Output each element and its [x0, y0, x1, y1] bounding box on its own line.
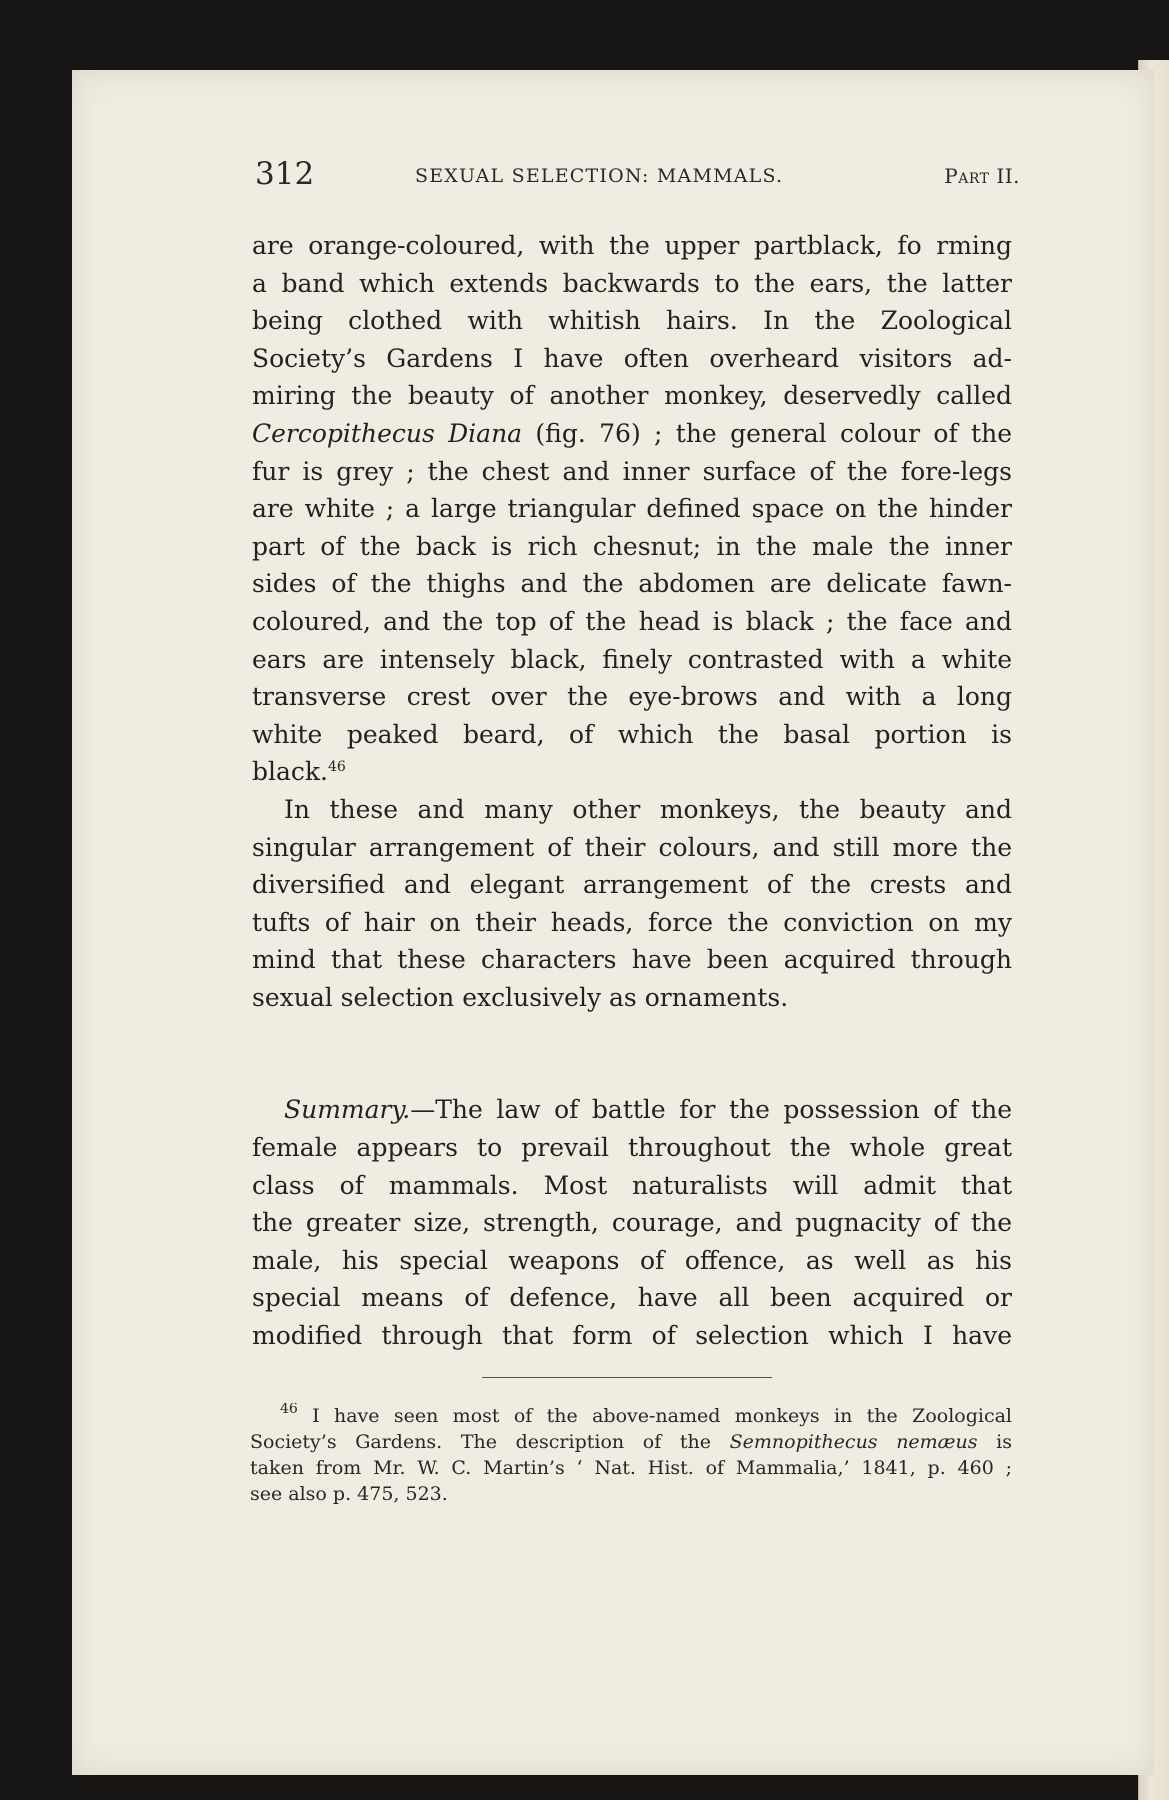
paragraph-cercopithecus — [252, 227, 1012, 791]
text-line: diversified and elegant arrangement of the crests and — [252, 870, 1012, 900]
text-line: part of the back is rich chesnut; in the male the inner — [252, 531, 1012, 561]
footnote-line — [250, 1429, 1012, 1455]
species-name: Semnopithecus nemæus — [729, 1431, 978, 1453]
text-run: I have seen most of the above-named monkeys in the Zoological — [297, 1405, 1012, 1427]
section-spacer — [252, 1016, 1012, 1091]
running-title: SEXUAL SELECTION: MAMMALS. — [415, 165, 784, 187]
running-header — [255, 156, 1020, 196]
species-name: Cercopithecus Diana — [252, 418, 523, 448]
text-line: transverse crest over the eye-brows and with a long — [252, 682, 1012, 712]
text-run: —The law of battle for the possession of the — [410, 1095, 1012, 1125]
text-line: sexual selection exclusively as ornaments. — [252, 982, 789, 1012]
text-line: Society’s Gardens I have often overheard visitors ad- — [252, 343, 1012, 373]
text-line — [252, 753, 1012, 791]
text-run: is — [977, 1431, 1012, 1453]
text-line: miring the beauty of another monkey, deservedly called — [252, 381, 1012, 411]
text-line: mind that these characters have been acquired through — [252, 945, 1012, 975]
text-line: modified through that form of selection which I have — [252, 1321, 1012, 1351]
text-line: ears are intensely black, finely contrasted with a white — [252, 644, 1012, 674]
text-line — [252, 1091, 1012, 1129]
footnote — [250, 1403, 1012, 1507]
footnote-reference: 46 — [328, 759, 346, 776]
footnote-line: taken from Mr. W. C. Martin’s ‘ Nat. Hist. of Mammalia,’ 1841, p. 460 ; — [250, 1457, 1012, 1479]
text-line — [252, 415, 1012, 453]
text-line: special means of defence, have all been acquired or — [252, 1283, 1012, 1313]
text-line: female appears to prevail throughout the whole great — [252, 1133, 1012, 1163]
text-line: class of mammals. Most naturalists will admit that — [252, 1170, 1012, 1200]
text-run: (fig. 76) ; the general colour of the — [522, 418, 1012, 448]
text-line: sides of the thighs and the abdomen are delicate fawn- — [252, 569, 1012, 599]
summary-heading: Summary. — [284, 1095, 411, 1125]
footnote-number: 46 — [280, 1403, 298, 1417]
text-run: Society’s Gardens. The description of the — [250, 1431, 730, 1453]
text-line: singular arrangement of their colours, and still more the — [252, 832, 1012, 862]
text-line: tufts of hair on their heads, force the conviction on my — [252, 907, 1012, 937]
text-run: black. — [252, 757, 329, 787]
part-label: Part II. — [944, 164, 1020, 188]
text-line: white peaked beard, of which the basal portion is — [252, 719, 1012, 749]
text-line: In these and many other monkeys, the beauty and — [284, 794, 1012, 824]
footnote-rule — [482, 1377, 772, 1378]
text-line: being clothed with whitish hairs. In the Zoological — [252, 306, 1012, 336]
text-line: coloured, and the top of the head is black ; the face and — [252, 606, 1012, 636]
footnote-line: see also p. 475, 523. — [250, 1483, 448, 1505]
text-line: the greater size, strength, courage, and pugnacity of the — [252, 1208, 1012, 1238]
paragraph-monkeys-beauty — [252, 791, 1012, 1017]
text-line: are white ; a large triangular defined space on the hinder — [252, 494, 1012, 524]
text-line: a band which extends backwards to the ears, the latter — [252, 268, 1012, 298]
text-line: are orange-coloured, with the upper partblack, fo rming — [252, 231, 1012, 260]
paragraph-summary — [252, 1091, 1012, 1354]
footnote-line — [250, 1403, 1012, 1429]
text-line: male, his special weapons of offence, as well as his — [252, 1245, 1012, 1275]
page-number: 312 — [255, 156, 315, 192]
text-line: fur is grey ; the chest and inner surface of the fore-legs — [252, 456, 1012, 486]
main-text — [252, 227, 1012, 1355]
